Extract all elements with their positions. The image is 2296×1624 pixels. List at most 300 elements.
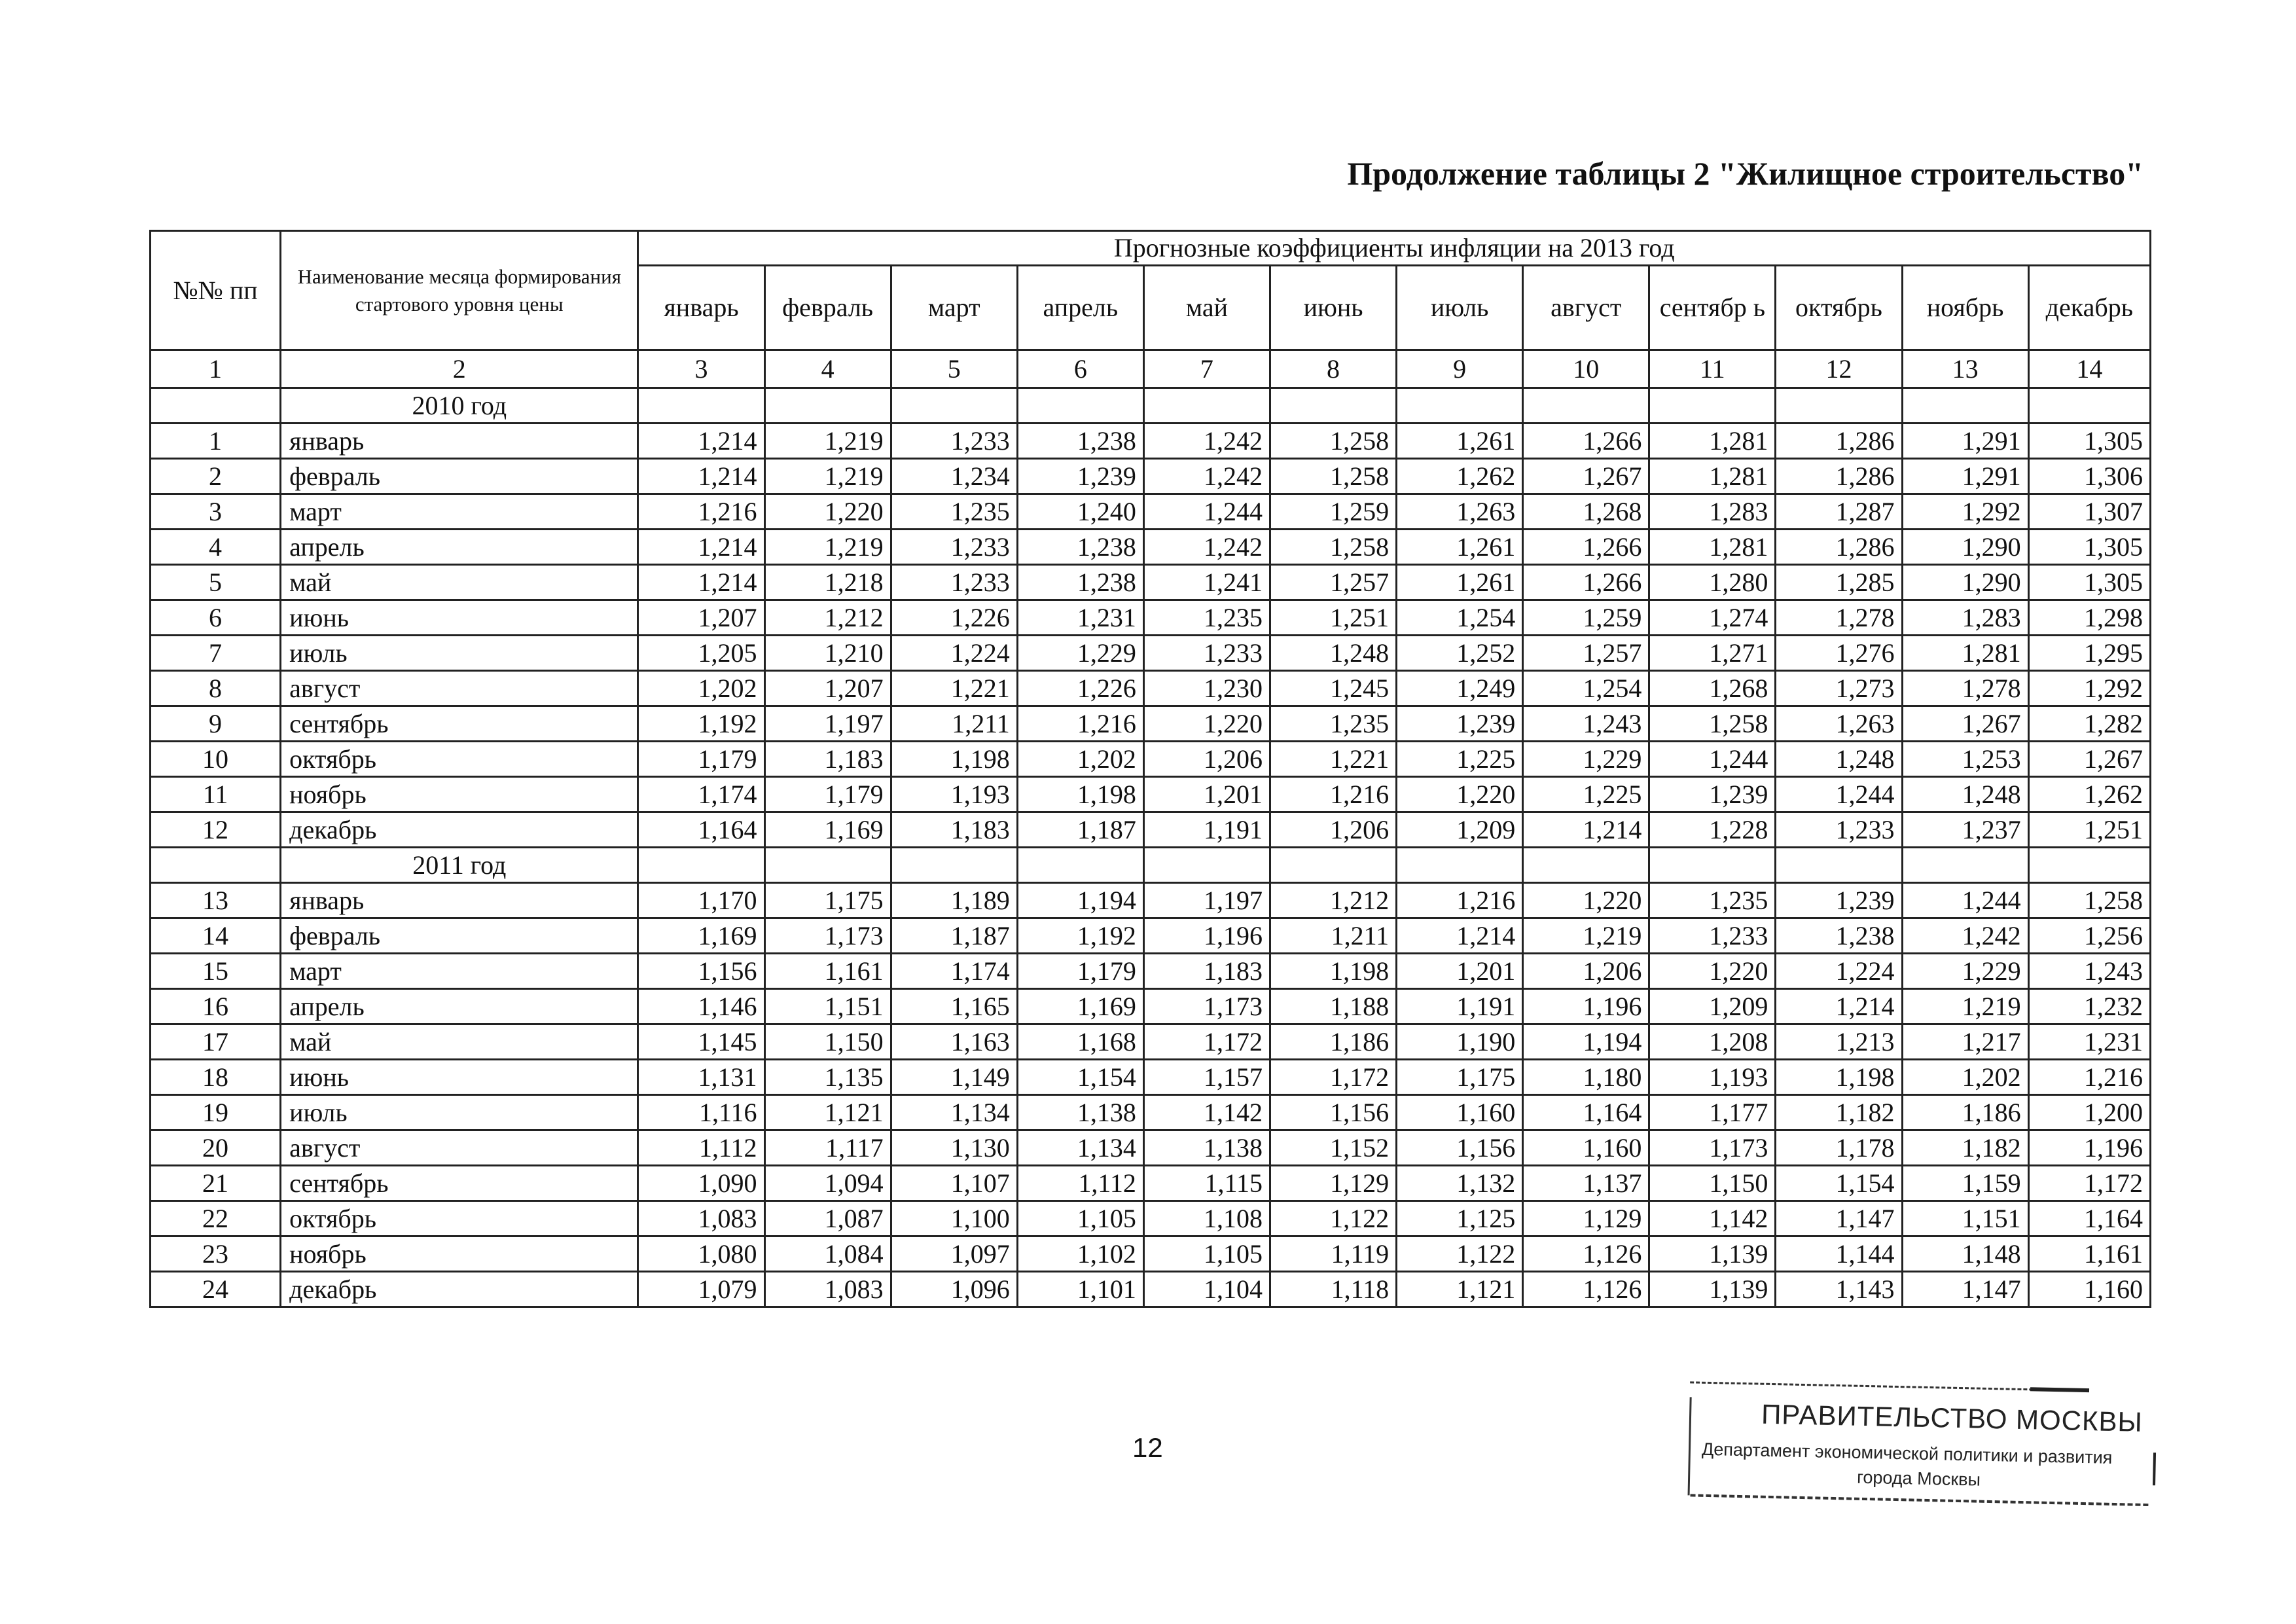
table-row	[151, 989, 2151, 1024]
row-number: 6	[151, 600, 281, 636]
coefficient-cell: 1,121	[1397, 1272, 1523, 1307]
coefficient-cell: 1,187	[891, 918, 1017, 954]
coefficient-cell: 1,208	[1649, 1024, 1776, 1060]
coefficient-cell: 1,147	[1902, 1272, 2028, 1307]
coefficient-cell: 1,305	[2028, 530, 2150, 565]
coefficient-cell: 1,115	[1143, 1166, 1270, 1201]
coefficient-cell: 1,097	[891, 1236, 1017, 1272]
column-number: 2	[281, 350, 638, 388]
coefficient-cell: 1,254	[1523, 671, 1649, 706]
coefficient-cell: 1,216	[2028, 1060, 2150, 1095]
column-number: 12	[1776, 350, 1902, 388]
row-number: 10	[151, 742, 281, 777]
coefficient-cell: 1,170	[638, 883, 764, 918]
coefficient-cell: 1,298	[2028, 600, 2150, 636]
coefficient-cell: 1,151	[1902, 1201, 2028, 1236]
coefficient-cell: 1,220	[1649, 954, 1776, 989]
coefficient-cell: 1,214	[1776, 989, 1902, 1024]
coefficient-cell: 1,251	[2028, 812, 2150, 848]
empty-cell	[1902, 388, 2028, 424]
table-row	[151, 1095, 2151, 1130]
coefficient-cell: 1,267	[1902, 706, 2028, 742]
header-month: май	[1143, 266, 1270, 350]
empty-cell	[1776, 848, 1902, 883]
row-month: февраль	[281, 459, 638, 494]
table-row	[151, 883, 2151, 918]
coefficient-cell: 1,238	[1017, 530, 1143, 565]
row-number: 1	[151, 424, 281, 459]
coefficient-cell: 1,197	[764, 706, 891, 742]
coefficient-cell: 1,239	[1776, 883, 1902, 918]
coefficient-cell: 1,233	[891, 424, 1017, 459]
year-label: 2010 год	[281, 388, 638, 424]
coefficient-cell: 1,233	[1143, 636, 1270, 671]
empty-cell	[1017, 848, 1143, 883]
column-number: 9	[1397, 350, 1523, 388]
coefficient-cell: 1,160	[2028, 1272, 2150, 1307]
coefficient-cell: 1,233	[891, 565, 1017, 600]
coefficient-cell: 1,172	[1143, 1024, 1270, 1060]
table-row	[151, 459, 2151, 494]
coefficient-cell: 1,292	[1902, 494, 2028, 530]
column-number: 14	[2028, 350, 2150, 388]
coefficient-cell: 1,251	[1270, 600, 1396, 636]
coefficient-cell: 1,295	[2028, 636, 2150, 671]
coefficient-cell: 1,261	[1397, 565, 1523, 600]
coefficient-cell: 1,205	[638, 636, 764, 671]
coefficient-cell: 1,173	[764, 918, 891, 954]
coefficient-cell: 1,116	[638, 1095, 764, 1130]
coefficient-cell: 1,267	[2028, 742, 2150, 777]
coefficient-cell: 1,201	[1397, 954, 1523, 989]
coefficient-cell: 1,182	[1902, 1130, 2028, 1166]
coefficient-cell: 1,290	[1902, 565, 2028, 600]
row-number: 8	[151, 671, 281, 706]
coefficient-cell: 1,154	[1017, 1060, 1143, 1095]
coefficient-cell: 1,207	[764, 671, 891, 706]
empty-cell	[1143, 848, 1270, 883]
coefficient-cell: 1,139	[1649, 1272, 1776, 1307]
coefficient-cell: 1,228	[1649, 812, 1776, 848]
coefficient-cell: 1,273	[1776, 671, 1902, 706]
coefficient-cell: 1,262	[2028, 777, 2150, 812]
coefficient-cell: 1,137	[1523, 1166, 1649, 1201]
coefficient-cell: 1,256	[2028, 918, 2150, 954]
column-numbers-row	[151, 350, 2151, 388]
coefficient-cell: 1,094	[764, 1166, 891, 1201]
coefficient-cell: 1,090	[638, 1166, 764, 1201]
coefficient-cell: 1,280	[1649, 565, 1776, 600]
coefficient-cell: 1,221	[891, 671, 1017, 706]
coefficient-cell: 1,148	[1902, 1236, 2028, 1272]
coefficient-cell: 1,209	[1397, 812, 1523, 848]
coefficient-cell: 1,163	[891, 1024, 1017, 1060]
coefficient-cell: 1,191	[1397, 989, 1523, 1024]
coefficient-cell: 1,263	[1776, 706, 1902, 742]
coefficient-cell: 1,219	[764, 424, 891, 459]
coefficient-cell: 1,230	[1143, 671, 1270, 706]
coefficient-cell: 1,229	[1523, 742, 1649, 777]
empty-cell	[1523, 848, 1649, 883]
stamp-line-3: города Москвы	[1856, 1467, 1981, 1490]
coefficient-cell: 1,214	[1397, 918, 1523, 954]
table-row	[151, 812, 2151, 848]
row-number: 4	[151, 530, 281, 565]
coefficient-cell: 1,134	[891, 1095, 1017, 1130]
coefficient-cell: 1,180	[1523, 1060, 1649, 1095]
coefficient-cell: 1,234	[891, 459, 1017, 494]
stamp-border-left	[1688, 1397, 1692, 1495]
header-month: январь	[638, 266, 764, 350]
coefficient-cell: 1,126	[1523, 1272, 1649, 1307]
coefficient-cell: 1,220	[1397, 777, 1523, 812]
table-row	[151, 1060, 2151, 1095]
row-number: 18	[151, 1060, 281, 1095]
empty-cell	[1649, 848, 1776, 883]
coefficient-cell: 1,219	[764, 459, 891, 494]
row-number: 14	[151, 918, 281, 954]
coefficient-cell: 1,239	[1649, 777, 1776, 812]
row-month: январь	[281, 424, 638, 459]
government-stamp	[1687, 1377, 2169, 1526]
coefficient-cell: 1,107	[891, 1166, 1017, 1201]
header-forecast-span: Прогнозные коэффициенты инфляции на 2013 год	[638, 231, 2151, 266]
coefficient-cell: 1,214	[1523, 812, 1649, 848]
coefficient-cell: 1,101	[1017, 1272, 1143, 1307]
coefficient-cell: 1,282	[2028, 706, 2150, 742]
table-row	[151, 636, 2151, 671]
coefficient-cell: 1,179	[764, 777, 891, 812]
header-month: ноябрь	[1902, 266, 2028, 350]
coefficient-cell: 1,237	[1902, 812, 2028, 848]
table-row	[151, 1201, 2151, 1236]
coefficient-cell: 1,306	[2028, 459, 2150, 494]
coefficient-cell: 1,122	[1270, 1201, 1396, 1236]
coefficient-cell: 1,186	[1902, 1095, 2028, 1130]
page-number: 12	[1132, 1432, 1163, 1463]
stamp-border-top	[1690, 1381, 2056, 1391]
row-month: февраль	[281, 918, 638, 954]
coefficient-cell: 1,238	[1776, 918, 1902, 954]
coefficient-cell: 1,183	[764, 742, 891, 777]
coefficient-cell: 1,122	[1397, 1236, 1523, 1272]
column-number: 3	[638, 350, 764, 388]
coefficient-cell: 1,254	[1397, 600, 1523, 636]
coefficient-cell: 1,225	[1397, 742, 1523, 777]
header-month: август	[1523, 266, 1649, 350]
coefficient-cell: 1,202	[1017, 742, 1143, 777]
row-number: 13	[151, 883, 281, 918]
coefficient-cell: 1,233	[1649, 918, 1776, 954]
coefficient-cell: 1,258	[1270, 424, 1396, 459]
coefficient-cell: 1,179	[1017, 954, 1143, 989]
coefficient-cell: 1,211	[891, 706, 1017, 742]
coefficient-cell: 1,112	[638, 1130, 764, 1166]
coefficient-cell: 1,169	[638, 918, 764, 954]
coefficient-cell: 1,194	[1523, 1024, 1649, 1060]
coefficient-cell: 1,240	[1017, 494, 1143, 530]
coefficient-cell: 1,121	[764, 1095, 891, 1130]
coefficient-cell: 1,243	[1523, 706, 1649, 742]
coefficient-cell: 1,193	[891, 777, 1017, 812]
header-month: июнь	[1270, 266, 1396, 350]
coefficient-cell: 1,100	[891, 1201, 1017, 1236]
coefficient-cell: 1,105	[1017, 1201, 1143, 1236]
row-month: май	[281, 1024, 638, 1060]
empty-cell	[1523, 388, 1649, 424]
header-col-number: №№ пп	[151, 231, 281, 350]
coefficient-cell: 1,190	[1397, 1024, 1523, 1060]
empty-cell	[151, 388, 281, 424]
coefficient-cell: 1,183	[1143, 954, 1270, 989]
coefficient-cell: 1,083	[638, 1201, 764, 1236]
coefficient-cell: 1,253	[1902, 742, 2028, 777]
row-month: март	[281, 954, 638, 989]
column-number: 5	[891, 350, 1017, 388]
coefficient-cell: 1,192	[1017, 918, 1143, 954]
coefficient-cell: 1,266	[1523, 424, 1649, 459]
coefficient-cell: 1,252	[1397, 636, 1523, 671]
coefficient-cell: 1,242	[1143, 530, 1270, 565]
empty-cell	[1143, 388, 1270, 424]
row-month: сентябрь	[281, 706, 638, 742]
row-month: июнь	[281, 600, 638, 636]
coefficient-cell: 1,164	[1523, 1095, 1649, 1130]
coefficient-cell: 1,216	[1017, 706, 1143, 742]
coefficient-cell: 1,232	[2028, 989, 2150, 1024]
column-number: 6	[1017, 350, 1143, 388]
coefficient-cell: 1,175	[1397, 1060, 1523, 1095]
coefficient-cell: 1,235	[1649, 883, 1776, 918]
coefficient-cell: 1,291	[1902, 424, 2028, 459]
stamp-line-1: ПРАВИТЕЛЬСТВО МОСКВЫ	[1761, 1398, 2144, 1437]
coefficient-cell: 1,233	[1776, 812, 1902, 848]
coefficient-cell: 1,214	[638, 459, 764, 494]
row-number: 9	[151, 706, 281, 742]
coefficient-cell: 1,244	[1776, 777, 1902, 812]
coefficient-cell: 1,214	[638, 565, 764, 600]
coefficient-cell: 1,112	[1017, 1166, 1143, 1201]
empty-cell	[638, 388, 764, 424]
coefficient-cell: 1,132	[1397, 1166, 1523, 1201]
coefficient-cell: 1,281	[1649, 424, 1776, 459]
row-number: 11	[151, 777, 281, 812]
coefficient-cell: 1,189	[891, 883, 1017, 918]
empty-cell	[1397, 848, 1523, 883]
coefficient-cell: 1,161	[764, 954, 891, 989]
table-row	[151, 918, 2151, 954]
coefficient-cell: 1,196	[1143, 918, 1270, 954]
coefficient-cell: 1,305	[2028, 424, 2150, 459]
coefficient-cell: 1,257	[1523, 636, 1649, 671]
header-month: сентябр ь	[1649, 266, 1776, 350]
coefficient-cell: 1,258	[2028, 883, 2150, 918]
coefficient-cell: 1,244	[1143, 494, 1270, 530]
row-number: 17	[151, 1024, 281, 1060]
coefficient-cell: 1,154	[1776, 1166, 1902, 1201]
coefficient-cell: 1,129	[1523, 1201, 1649, 1236]
coefficient-cell: 1,283	[1902, 600, 2028, 636]
coefficient-cell: 1,224	[891, 636, 1017, 671]
coefficient-cell: 1,160	[1397, 1095, 1523, 1130]
header-month: февраль	[764, 266, 891, 350]
row-month: сентябрь	[281, 1166, 638, 1201]
coefficient-cell: 1,245	[1270, 671, 1396, 706]
coefficient-cell: 1,233	[891, 530, 1017, 565]
coefficient-cell: 1,125	[1397, 1201, 1523, 1236]
empty-cell	[1017, 388, 1143, 424]
coefficient-cell: 1,131	[638, 1060, 764, 1095]
table-row	[151, 494, 2151, 530]
header-row-1	[151, 231, 2151, 266]
column-number: 7	[1143, 350, 1270, 388]
coefficient-cell: 1,229	[1902, 954, 2028, 989]
table-row	[151, 530, 2151, 565]
column-number: 13	[1902, 350, 2028, 388]
coefficient-cell: 1,281	[1649, 459, 1776, 494]
coefficient-cell: 1,191	[1143, 812, 1270, 848]
coefficient-cell: 1,172	[1270, 1060, 1396, 1095]
coefficient-cell: 1,217	[1902, 1024, 2028, 1060]
coefficient-cell: 1,139	[1649, 1236, 1776, 1272]
coefficient-cell: 1,182	[1776, 1095, 1902, 1130]
table-row	[151, 600, 2151, 636]
empty-cell	[1902, 848, 2028, 883]
coefficient-cell: 1,287	[1776, 494, 1902, 530]
header-month: июль	[1397, 266, 1523, 350]
coefficient-cell: 1,259	[1270, 494, 1396, 530]
coefficient-cell: 1,278	[1902, 671, 2028, 706]
coefficient-cell: 1,248	[1776, 742, 1902, 777]
coefficient-cell: 1,084	[764, 1236, 891, 1272]
coefficient-cell: 1,138	[1143, 1130, 1270, 1166]
coefficient-cell: 1,168	[1017, 1024, 1143, 1060]
coefficient-cell: 1,201	[1143, 777, 1270, 812]
header-month: октябрь	[1776, 266, 1902, 350]
coefficient-cell: 1,290	[1902, 530, 2028, 565]
table-row	[151, 1130, 2151, 1166]
coefficient-cell: 1,156	[1270, 1095, 1396, 1130]
coefficient-cell: 1,142	[1649, 1201, 1776, 1236]
coefficient-cell: 1,220	[1143, 706, 1270, 742]
coefficient-cell: 1,198	[891, 742, 1017, 777]
row-number: 24	[151, 1272, 281, 1307]
coefficient-cell: 1,192	[638, 706, 764, 742]
coefficient-cell: 1,173	[1143, 989, 1270, 1024]
header-month: апрель	[1017, 266, 1143, 350]
coefficient-cell: 1,156	[1397, 1130, 1523, 1166]
coefficient-cell: 1,271	[1649, 636, 1776, 671]
coefficient-cell: 1,143	[1776, 1272, 1902, 1307]
row-month: март	[281, 494, 638, 530]
coefficient-cell: 1,307	[2028, 494, 2150, 530]
row-month: апрель	[281, 989, 638, 1024]
coefficient-cell: 1,104	[1143, 1272, 1270, 1307]
row-month: август	[281, 1130, 638, 1166]
coefficient-cell: 1,142	[1143, 1095, 1270, 1130]
year-row	[151, 848, 2151, 883]
table-row	[151, 1024, 2151, 1060]
coefficient-cell: 1,263	[1397, 494, 1523, 530]
coefficient-cell: 1,305	[2028, 565, 2150, 600]
coefficient-cell: 1,239	[1397, 706, 1523, 742]
coefficient-cell: 1,258	[1649, 706, 1776, 742]
table-row	[151, 777, 2151, 812]
coefficient-cell: 1,169	[764, 812, 891, 848]
stamp-line-2: Департамент экономической политики и развития	[1701, 1439, 2113, 1468]
coefficient-cell: 1,266	[1523, 530, 1649, 565]
coefficient-cell: 1,281	[1649, 530, 1776, 565]
table-title: Продолжение таблицы 2 "Жилищное строительство"	[1347, 155, 2144, 192]
coefficient-cell: 1,244	[1649, 742, 1776, 777]
coefficient-cell: 1,130	[891, 1130, 1017, 1166]
coefficient-cell: 1,209	[1649, 989, 1776, 1024]
coefficient-cell: 1,186	[1270, 1024, 1396, 1060]
coefficient-cell: 1,221	[1270, 742, 1396, 777]
row-month: июль	[281, 636, 638, 671]
row-month: ноябрь	[281, 1236, 638, 1272]
coefficient-cell: 1,238	[1017, 424, 1143, 459]
coefficient-cell: 1,206	[1523, 954, 1649, 989]
table-row	[151, 706, 2151, 742]
coefficient-cell: 1,129	[1270, 1166, 1396, 1201]
coefficient-cell: 1,214	[638, 530, 764, 565]
coefficient-cell: 1,159	[1902, 1166, 2028, 1201]
row-month: октябрь	[281, 742, 638, 777]
coefficient-cell: 1,231	[1017, 600, 1143, 636]
coefficient-cell: 1,239	[1017, 459, 1143, 494]
coefficient-cell: 1,102	[1017, 1236, 1143, 1272]
coefficient-cell: 1,173	[1649, 1130, 1776, 1166]
coefficient-cell: 1,197	[1143, 883, 1270, 918]
coefficient-cell: 1,216	[1397, 883, 1523, 918]
coefficient-cell: 1,268	[1649, 671, 1776, 706]
coefficient-cell: 1,207	[638, 600, 764, 636]
column-number: 4	[764, 350, 891, 388]
coefficient-cell: 1,226	[891, 600, 1017, 636]
table-row	[151, 1236, 2151, 1272]
coefficient-cell: 1,285	[1776, 565, 1902, 600]
row-month: октябрь	[281, 1201, 638, 1236]
empty-cell	[891, 848, 1017, 883]
coefficient-cell: 1,214	[638, 424, 764, 459]
coefficient-cell: 1,258	[1270, 530, 1396, 565]
coefficient-cell: 1,134	[1017, 1130, 1143, 1166]
row-month: ноябрь	[281, 777, 638, 812]
row-number: 23	[151, 1236, 281, 1272]
table-row	[151, 954, 2151, 989]
coefficient-cell: 1,165	[891, 989, 1017, 1024]
empty-cell	[891, 388, 1017, 424]
coefficient-cell: 1,216	[1270, 777, 1396, 812]
column-number: 10	[1523, 350, 1649, 388]
coefficient-cell: 1,291	[1902, 459, 2028, 494]
coefficient-cell: 1,243	[2028, 954, 2150, 989]
column-number: 11	[1649, 350, 1776, 388]
coefficient-cell: 1,179	[638, 742, 764, 777]
coefficient-cell: 1,178	[1776, 1130, 1902, 1166]
coefficient-cell: 1,258	[1270, 459, 1396, 494]
coefficient-cell: 1,187	[1017, 812, 1143, 848]
table-row	[151, 1272, 2151, 1307]
coefficient-cell: 1,212	[764, 600, 891, 636]
coefficient-cell: 1,151	[764, 989, 891, 1024]
coefficient-cell: 1,235	[1143, 600, 1270, 636]
coefficient-cell: 1,286	[1776, 424, 1902, 459]
coefficient-cell: 1,292	[2028, 671, 2150, 706]
empty-cell	[1649, 388, 1776, 424]
coefficient-cell: 1,188	[1270, 989, 1396, 1024]
